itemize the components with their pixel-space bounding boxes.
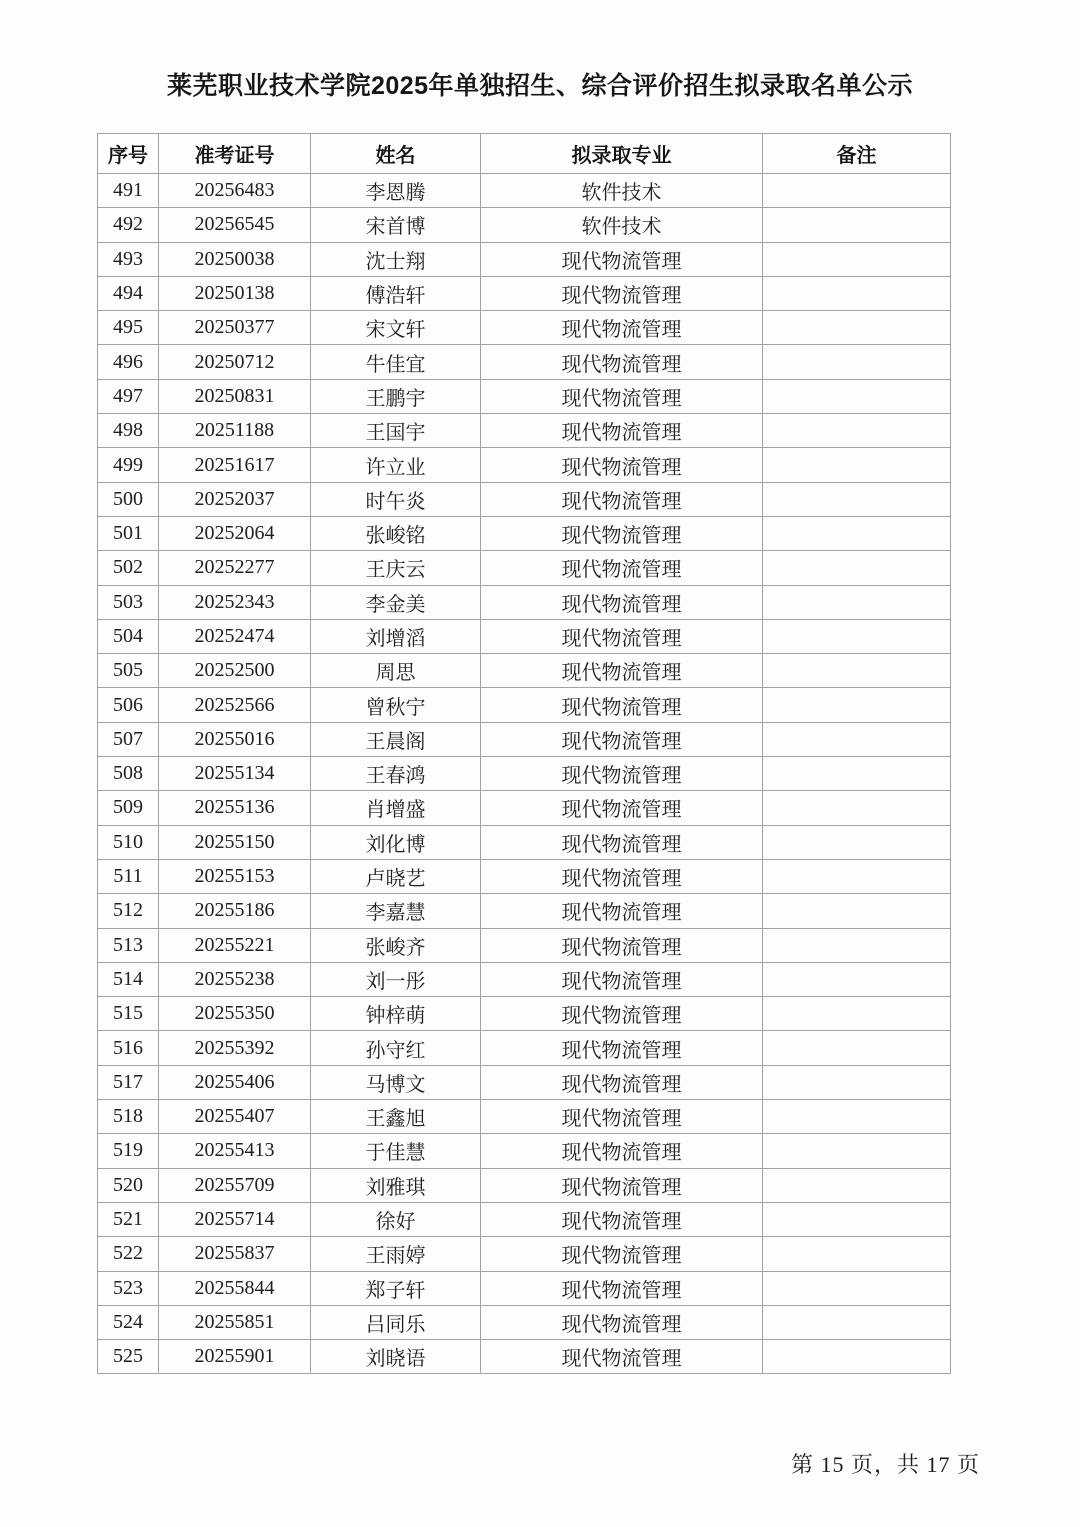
cell-exam-id: 20252566 bbox=[159, 688, 311, 722]
cell-name: 孙守红 bbox=[311, 1031, 481, 1065]
cell-serial-number: 493 bbox=[98, 242, 159, 276]
cell-exam-id: 20250038 bbox=[159, 242, 311, 276]
table-row bbox=[98, 551, 951, 585]
cell-remarks bbox=[763, 208, 951, 242]
cell-serial-number: 501 bbox=[98, 516, 159, 550]
cell-serial-number: 494 bbox=[98, 276, 159, 310]
table-row bbox=[98, 1134, 951, 1168]
cell-serial-number: 518 bbox=[98, 1100, 159, 1134]
cell-proposed-major: 现代物流管理 bbox=[481, 962, 763, 996]
cell-remarks bbox=[763, 962, 951, 996]
cell-proposed-major: 现代物流管理 bbox=[481, 757, 763, 791]
cell-name: 王庆云 bbox=[311, 551, 481, 585]
cell-serial-number: 498 bbox=[98, 414, 159, 448]
table-row bbox=[98, 928, 951, 962]
cell-serial-number: 522 bbox=[98, 1237, 159, 1271]
cell-exam-id: 20255186 bbox=[159, 894, 311, 928]
cell-serial-number: 521 bbox=[98, 1202, 159, 1236]
admission-table bbox=[97, 133, 951, 1374]
cell-exam-id: 20255150 bbox=[159, 825, 311, 859]
cell-serial-number: 503 bbox=[98, 585, 159, 619]
cell-serial-number: 524 bbox=[98, 1305, 159, 1339]
cell-proposed-major: 现代物流管理 bbox=[481, 1202, 763, 1236]
cell-remarks bbox=[763, 1168, 951, 1202]
table-row bbox=[98, 448, 951, 482]
cell-remarks bbox=[763, 516, 951, 550]
cell-exam-id: 20255837 bbox=[159, 1237, 311, 1271]
cell-proposed-major: 现代物流管理 bbox=[481, 654, 763, 688]
cell-exam-id: 20255413 bbox=[159, 1134, 311, 1168]
cell-exam-id: 20252277 bbox=[159, 551, 311, 585]
table-row bbox=[98, 1168, 951, 1202]
cell-exam-id: 20255709 bbox=[159, 1168, 311, 1202]
cell-proposed-major: 现代物流管理 bbox=[481, 1237, 763, 1271]
cell-remarks bbox=[763, 345, 951, 379]
cell-exam-id: 20255407 bbox=[159, 1100, 311, 1134]
cell-remarks bbox=[763, 551, 951, 585]
cell-proposed-major: 现代物流管理 bbox=[481, 1271, 763, 1305]
cell-exam-id: 20255406 bbox=[159, 1065, 311, 1099]
page-number-indicator: 第 15 页，共 17 页 bbox=[790, 1452, 980, 1477]
cell-serial-number: 495 bbox=[98, 311, 159, 345]
cell-name: 王鑫旭 bbox=[311, 1100, 481, 1134]
cell-name: 刘一彤 bbox=[311, 962, 481, 996]
cell-proposed-major: 现代物流管理 bbox=[481, 928, 763, 962]
cell-serial-number: 519 bbox=[98, 1134, 159, 1168]
table-row bbox=[98, 1065, 951, 1099]
cell-name: 肖增盛 bbox=[311, 791, 481, 825]
cell-proposed-major: 现代物流管理 bbox=[481, 1031, 763, 1065]
cell-proposed-major: 现代物流管理 bbox=[481, 345, 763, 379]
table-row bbox=[98, 997, 951, 1031]
table-row bbox=[98, 1305, 951, 1339]
cell-remarks bbox=[763, 482, 951, 516]
cell-proposed-major: 现代物流管理 bbox=[481, 379, 763, 413]
cell-proposed-major: 现代物流管理 bbox=[481, 1168, 763, 1202]
cell-name: 沈士翔 bbox=[311, 242, 481, 276]
cell-exam-id: 20250377 bbox=[159, 311, 311, 345]
cell-serial-number: 525 bbox=[98, 1340, 159, 1374]
cell-name: 于佳慧 bbox=[311, 1134, 481, 1168]
cell-exam-id: 20255350 bbox=[159, 997, 311, 1031]
header-name: 姓名 bbox=[311, 134, 481, 174]
table-row bbox=[98, 242, 951, 276]
cell-exam-id: 20251617 bbox=[159, 448, 311, 482]
cell-proposed-major: 现代物流管理 bbox=[481, 1100, 763, 1134]
cell-exam-id: 20255136 bbox=[159, 791, 311, 825]
cell-remarks bbox=[763, 1202, 951, 1236]
cell-remarks bbox=[763, 894, 951, 928]
cell-exam-id: 20255238 bbox=[159, 962, 311, 996]
cell-proposed-major: 软件技术 bbox=[481, 174, 763, 208]
cell-proposed-major: 现代物流管理 bbox=[481, 242, 763, 276]
table-row bbox=[98, 345, 951, 379]
cell-name: 傅浩轩 bbox=[311, 276, 481, 310]
cell-name: 钟梓萌 bbox=[311, 997, 481, 1031]
cell-name: 马博文 bbox=[311, 1065, 481, 1099]
cell-remarks bbox=[763, 722, 951, 756]
cell-remarks bbox=[763, 928, 951, 962]
cell-remarks bbox=[763, 1065, 951, 1099]
cell-serial-number: 504 bbox=[98, 619, 159, 653]
cell-exam-id: 20255016 bbox=[159, 722, 311, 756]
cell-name: 宋文轩 bbox=[311, 311, 481, 345]
table-row bbox=[98, 174, 951, 208]
cell-remarks bbox=[763, 859, 951, 893]
cell-exam-id: 20250138 bbox=[159, 276, 311, 310]
table-row bbox=[98, 1237, 951, 1271]
cell-exam-id: 20256545 bbox=[159, 208, 311, 242]
cell-name: 刘晓语 bbox=[311, 1340, 481, 1374]
cell-remarks bbox=[763, 654, 951, 688]
cell-proposed-major: 现代物流管理 bbox=[481, 825, 763, 859]
table-row bbox=[98, 208, 951, 242]
cell-remarks bbox=[763, 1271, 951, 1305]
cell-proposed-major: 现代物流管理 bbox=[481, 311, 763, 345]
cell-proposed-major: 现代物流管理 bbox=[481, 791, 763, 825]
cell-exam-id: 20250712 bbox=[159, 345, 311, 379]
cell-proposed-major: 现代物流管理 bbox=[481, 688, 763, 722]
table-row bbox=[98, 688, 951, 722]
header-proposed-major: 拟录取专业 bbox=[481, 134, 763, 174]
cell-name: 李金美 bbox=[311, 585, 481, 619]
cell-remarks bbox=[763, 1031, 951, 1065]
table-header bbox=[98, 134, 951, 174]
table-row bbox=[98, 859, 951, 893]
cell-remarks bbox=[763, 1305, 951, 1339]
table-row bbox=[98, 1340, 951, 1374]
cell-proposed-major: 现代物流管理 bbox=[481, 516, 763, 550]
table-row bbox=[98, 722, 951, 756]
cell-remarks bbox=[763, 1340, 951, 1374]
cell-name: 王国宇 bbox=[311, 414, 481, 448]
table-row bbox=[98, 482, 951, 516]
cell-serial-number: 496 bbox=[98, 345, 159, 379]
cell-exam-id: 20256483 bbox=[159, 174, 311, 208]
cell-remarks bbox=[763, 997, 951, 1031]
cell-exam-id: 20252500 bbox=[159, 654, 311, 688]
cell-remarks bbox=[763, 688, 951, 722]
cell-exam-id: 20255392 bbox=[159, 1031, 311, 1065]
cell-proposed-major: 现代物流管理 bbox=[481, 1065, 763, 1099]
cell-proposed-major: 现代物流管理 bbox=[481, 997, 763, 1031]
cell-proposed-major: 现代物流管理 bbox=[481, 1305, 763, 1339]
table-row bbox=[98, 1031, 951, 1065]
cell-proposed-major: 现代物流管理 bbox=[481, 1134, 763, 1168]
cell-remarks bbox=[763, 414, 951, 448]
table-row bbox=[98, 1202, 951, 1236]
cell-proposed-major: 现代物流管理 bbox=[481, 276, 763, 310]
cell-serial-number: 517 bbox=[98, 1065, 159, 1099]
cell-remarks bbox=[763, 174, 951, 208]
cell-exam-id: 20255714 bbox=[159, 1202, 311, 1236]
cell-name: 张峻铭 bbox=[311, 516, 481, 550]
cell-exam-id: 20255844 bbox=[159, 1271, 311, 1305]
cell-serial-number: 515 bbox=[98, 997, 159, 1031]
cell-serial-number: 506 bbox=[98, 688, 159, 722]
cell-exam-id: 20255221 bbox=[159, 928, 311, 962]
cell-remarks bbox=[763, 757, 951, 791]
table-body bbox=[98, 174, 951, 1374]
cell-serial-number: 523 bbox=[98, 1271, 159, 1305]
cell-serial-number: 491 bbox=[98, 174, 159, 208]
cell-serial-number: 512 bbox=[98, 894, 159, 928]
cell-exam-id: 20255153 bbox=[159, 859, 311, 893]
table-row bbox=[98, 311, 951, 345]
cell-serial-number: 505 bbox=[98, 654, 159, 688]
cell-proposed-major: 现代物流管理 bbox=[481, 859, 763, 893]
table-header-row bbox=[98, 134, 951, 174]
cell-name: 王鹏宇 bbox=[311, 379, 481, 413]
header-remarks: 备注 bbox=[763, 134, 951, 174]
cell-name: 刘雅琪 bbox=[311, 1168, 481, 1202]
table-row bbox=[98, 962, 951, 996]
cell-name: 刘增滔 bbox=[311, 619, 481, 653]
cell-name: 刘化博 bbox=[311, 825, 481, 859]
cell-proposed-major: 现代物流管理 bbox=[481, 1340, 763, 1374]
cell-name: 卢晓艺 bbox=[311, 859, 481, 893]
cell-remarks bbox=[763, 276, 951, 310]
cell-name: 时午炎 bbox=[311, 482, 481, 516]
cell-exam-id: 20252064 bbox=[159, 516, 311, 550]
table-row bbox=[98, 516, 951, 550]
cell-proposed-major: 现代物流管理 bbox=[481, 585, 763, 619]
cell-remarks bbox=[763, 825, 951, 859]
cell-remarks bbox=[763, 1134, 951, 1168]
cell-name: 张峻齐 bbox=[311, 928, 481, 962]
page-title: 莱芜职业技术学院2025年单独招生、综合评价招生拟录取名单公示 bbox=[166, 72, 914, 100]
cell-serial-number: 499 bbox=[98, 448, 159, 482]
table-row bbox=[98, 619, 951, 653]
cell-name: 李恩腾 bbox=[311, 174, 481, 208]
cell-remarks bbox=[763, 619, 951, 653]
cell-exam-id: 20252037 bbox=[159, 482, 311, 516]
cell-name: 许立业 bbox=[311, 448, 481, 482]
cell-remarks bbox=[763, 379, 951, 413]
cell-remarks bbox=[763, 448, 951, 482]
header-exam-id: 准考证号 bbox=[159, 134, 311, 174]
cell-name: 李嘉慧 bbox=[311, 894, 481, 928]
cell-name: 王春鸿 bbox=[311, 757, 481, 791]
cell-exam-id: 20255901 bbox=[159, 1340, 311, 1374]
cell-remarks bbox=[763, 585, 951, 619]
table-row bbox=[98, 379, 951, 413]
cell-name: 王雨婷 bbox=[311, 1237, 481, 1271]
cell-serial-number: 516 bbox=[98, 1031, 159, 1065]
cell-name: 周思 bbox=[311, 654, 481, 688]
cell-serial-number: 507 bbox=[98, 722, 159, 756]
cell-serial-number: 520 bbox=[98, 1168, 159, 1202]
cell-serial-number: 513 bbox=[98, 928, 159, 962]
table-row bbox=[98, 757, 951, 791]
cell-name: 曾秋宁 bbox=[311, 688, 481, 722]
table-row bbox=[98, 585, 951, 619]
cell-exam-id: 20252343 bbox=[159, 585, 311, 619]
cell-name: 徐好 bbox=[311, 1202, 481, 1236]
cell-exam-id: 20250831 bbox=[159, 379, 311, 413]
cell-exam-id: 20255851 bbox=[159, 1305, 311, 1339]
cell-remarks bbox=[763, 311, 951, 345]
cell-proposed-major: 现代物流管理 bbox=[481, 551, 763, 585]
cell-serial-number: 502 bbox=[98, 551, 159, 585]
cell-serial-number: 510 bbox=[98, 825, 159, 859]
cell-serial-number: 509 bbox=[98, 791, 159, 825]
cell-proposed-major: 现代物流管理 bbox=[481, 894, 763, 928]
cell-proposed-major: 软件技术 bbox=[481, 208, 763, 242]
cell-name: 牛佳宜 bbox=[311, 345, 481, 379]
table-row bbox=[98, 654, 951, 688]
cell-proposed-major: 现代物流管理 bbox=[481, 414, 763, 448]
table-row bbox=[98, 414, 951, 448]
cell-proposed-major: 现代物流管理 bbox=[481, 722, 763, 756]
table-row bbox=[98, 894, 951, 928]
cell-remarks bbox=[763, 791, 951, 825]
cell-remarks bbox=[763, 1237, 951, 1271]
cell-proposed-major: 现代物流管理 bbox=[481, 448, 763, 482]
cell-serial-number: 492 bbox=[98, 208, 159, 242]
table-row bbox=[98, 825, 951, 859]
table-row bbox=[98, 1100, 951, 1134]
cell-exam-id: 20252474 bbox=[159, 619, 311, 653]
cell-serial-number: 500 bbox=[98, 482, 159, 516]
cell-proposed-major: 现代物流管理 bbox=[481, 619, 763, 653]
cell-name: 宋首博 bbox=[311, 208, 481, 242]
table-row bbox=[98, 791, 951, 825]
cell-name: 吕同乐 bbox=[311, 1305, 481, 1339]
cell-serial-number: 514 bbox=[98, 962, 159, 996]
table-row bbox=[98, 1271, 951, 1305]
header-serial-number: 序号 bbox=[98, 134, 159, 174]
cell-exam-id: 20251188 bbox=[159, 414, 311, 448]
cell-exam-id: 20255134 bbox=[159, 757, 311, 791]
cell-serial-number: 497 bbox=[98, 379, 159, 413]
table-row bbox=[98, 276, 951, 310]
cell-serial-number: 511 bbox=[98, 859, 159, 893]
cell-name: 郑子轩 bbox=[311, 1271, 481, 1305]
cell-serial-number: 508 bbox=[98, 757, 159, 791]
cell-remarks bbox=[763, 242, 951, 276]
cell-remarks bbox=[763, 1100, 951, 1134]
cell-name: 王晨阁 bbox=[311, 722, 481, 756]
cell-proposed-major: 现代物流管理 bbox=[481, 482, 763, 516]
